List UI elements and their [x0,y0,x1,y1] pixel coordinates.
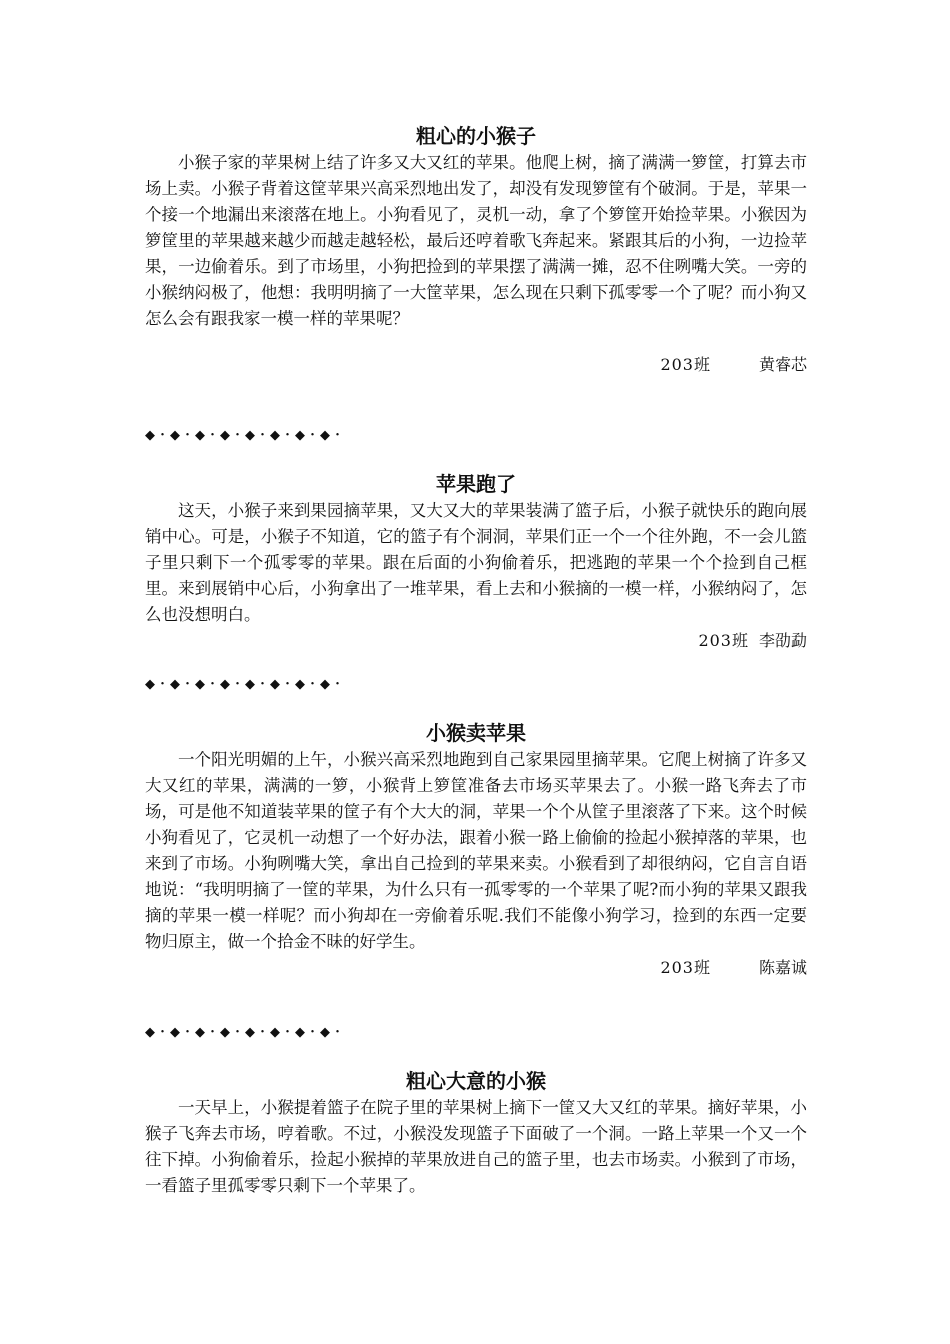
story-3 [145,719,807,981]
story-4 [145,1067,807,1199]
author-name: 李劭勐 [758,631,807,650]
separator: ◆・◆・◆・◆・◆・◆・◆・◆・ [145,1025,345,1040]
story-byline [145,628,807,654]
author-name: 黄睿芯 [758,355,807,374]
class-label: 203班 [660,958,711,977]
story-body: 一天早上，小猴提着篮子在院子里的苹果树上摘下一筐又大又红的苹果。摘好苹果，小猴子飞奔去市场，哼着歌。不过，小猴没发现篮子下面破了一个洞。一路上苹果一个又一个往下掉。小狗偷着乐，捡起小猴掉的苹果放进自己的篮子里，也去市场卖。小猴到了市场，一看篮子里孤零零只剩下一个苹果了。 [145,1098,807,1195]
story-1 [145,122,807,378]
story-2 [145,470,807,654]
class-label: 203班 [698,631,749,650]
story-title: 粗心大意的小猴 [406,1069,546,1093]
story-byline [145,955,807,981]
separator: ◆・◆・◆・◆・◆・◆・◆・◆・ [145,428,345,443]
author-name: 陈嘉诚 [758,958,807,977]
story-title: 苹果跑了 [436,472,516,496]
story-byline [145,352,807,378]
story-body: 一个阳光明媚的上午，小猴兴高采烈地跑到自己家果园里摘苹果。它爬上树摘了许多又大又红的苹果，满满的一箩，小猴背上箩筐准备去市场买苹果去了。小猴一路飞奔去了市场，可是他不知道装苹果的筐子有个大大的洞，苹果一个个从筐子里滚落了下来。这个时候小狗看见了，它灵机一动想了一个好办法，跟着小猴一路上偷偷的捡起小猴掉落的苹果，也来到了市场。小狗咧嘴大笑，拿出自己捡到的苹果来卖。小猴看到了却很纳闷，它自言自语地说：“我明明摘了一筐的苹果，为什么只有一孤零零的一个苹果了呢?而小狗的苹果又跟我摘的苹果一模一样呢？而小狗却在一旁偷着乐呢.我们不能像小狗学习，捡到的东西一定要物归原主，做一个拾金不昧的好学生。 [145,750,807,951]
story-body: 小猴子家的苹果树上结了许多又大又红的苹果。他爬上树，摘了满满一箩筐，打算去市场上卖。小猴子背着这筐苹果兴高采烈地出发了，却没有发现箩筐有个破洞。于是，苹果一个接一个地漏出来滚落在地上。小狗看见了，灵机一动，拿了个箩筐开始捡苹果。小猴因为箩筐里的苹果越来越少而越走越轻松，最后还哼着歌飞奔起来。紧跟其后的小狗，一边捡苹果，一边偷着乐。到了市场里，小狗把捡到的苹果摆了满满一摊，忍不住咧嘴大笑。一旁的小猴纳闷极了，他想：我明明摘了一大筐苹果，怎么现在只剩下孤零零一个了呢？而小狗又怎么会有跟我家一模一样的苹果呢？ [145,153,807,328]
separator: ◆・◆・◆・◆・◆・◆・◆・◆・ [145,677,345,692]
story-title: 小猴卖苹果 [426,721,526,745]
class-label: 203班 [660,355,711,374]
story-body: 这天，小猴子来到果园摘苹果，又大又大的苹果装满了篮子后，小猴子就快乐的跑向展销中心。可是，小猴子不知道，它的篮子有个洞洞，苹果们正一个一个往外跑，不一会儿篮子里只剩下一个孤零零的苹果。跟在后面的小狗偷着乐，把逃跑的苹果一个个捡到自己框里。来到展销中心后，小狗拿出了一堆苹果，看上去和小猴摘的一模一样，小猴纳闷了，怎么也没想明白。 [145,501,807,624]
story-title: 粗心的小猴子 [416,124,536,148]
